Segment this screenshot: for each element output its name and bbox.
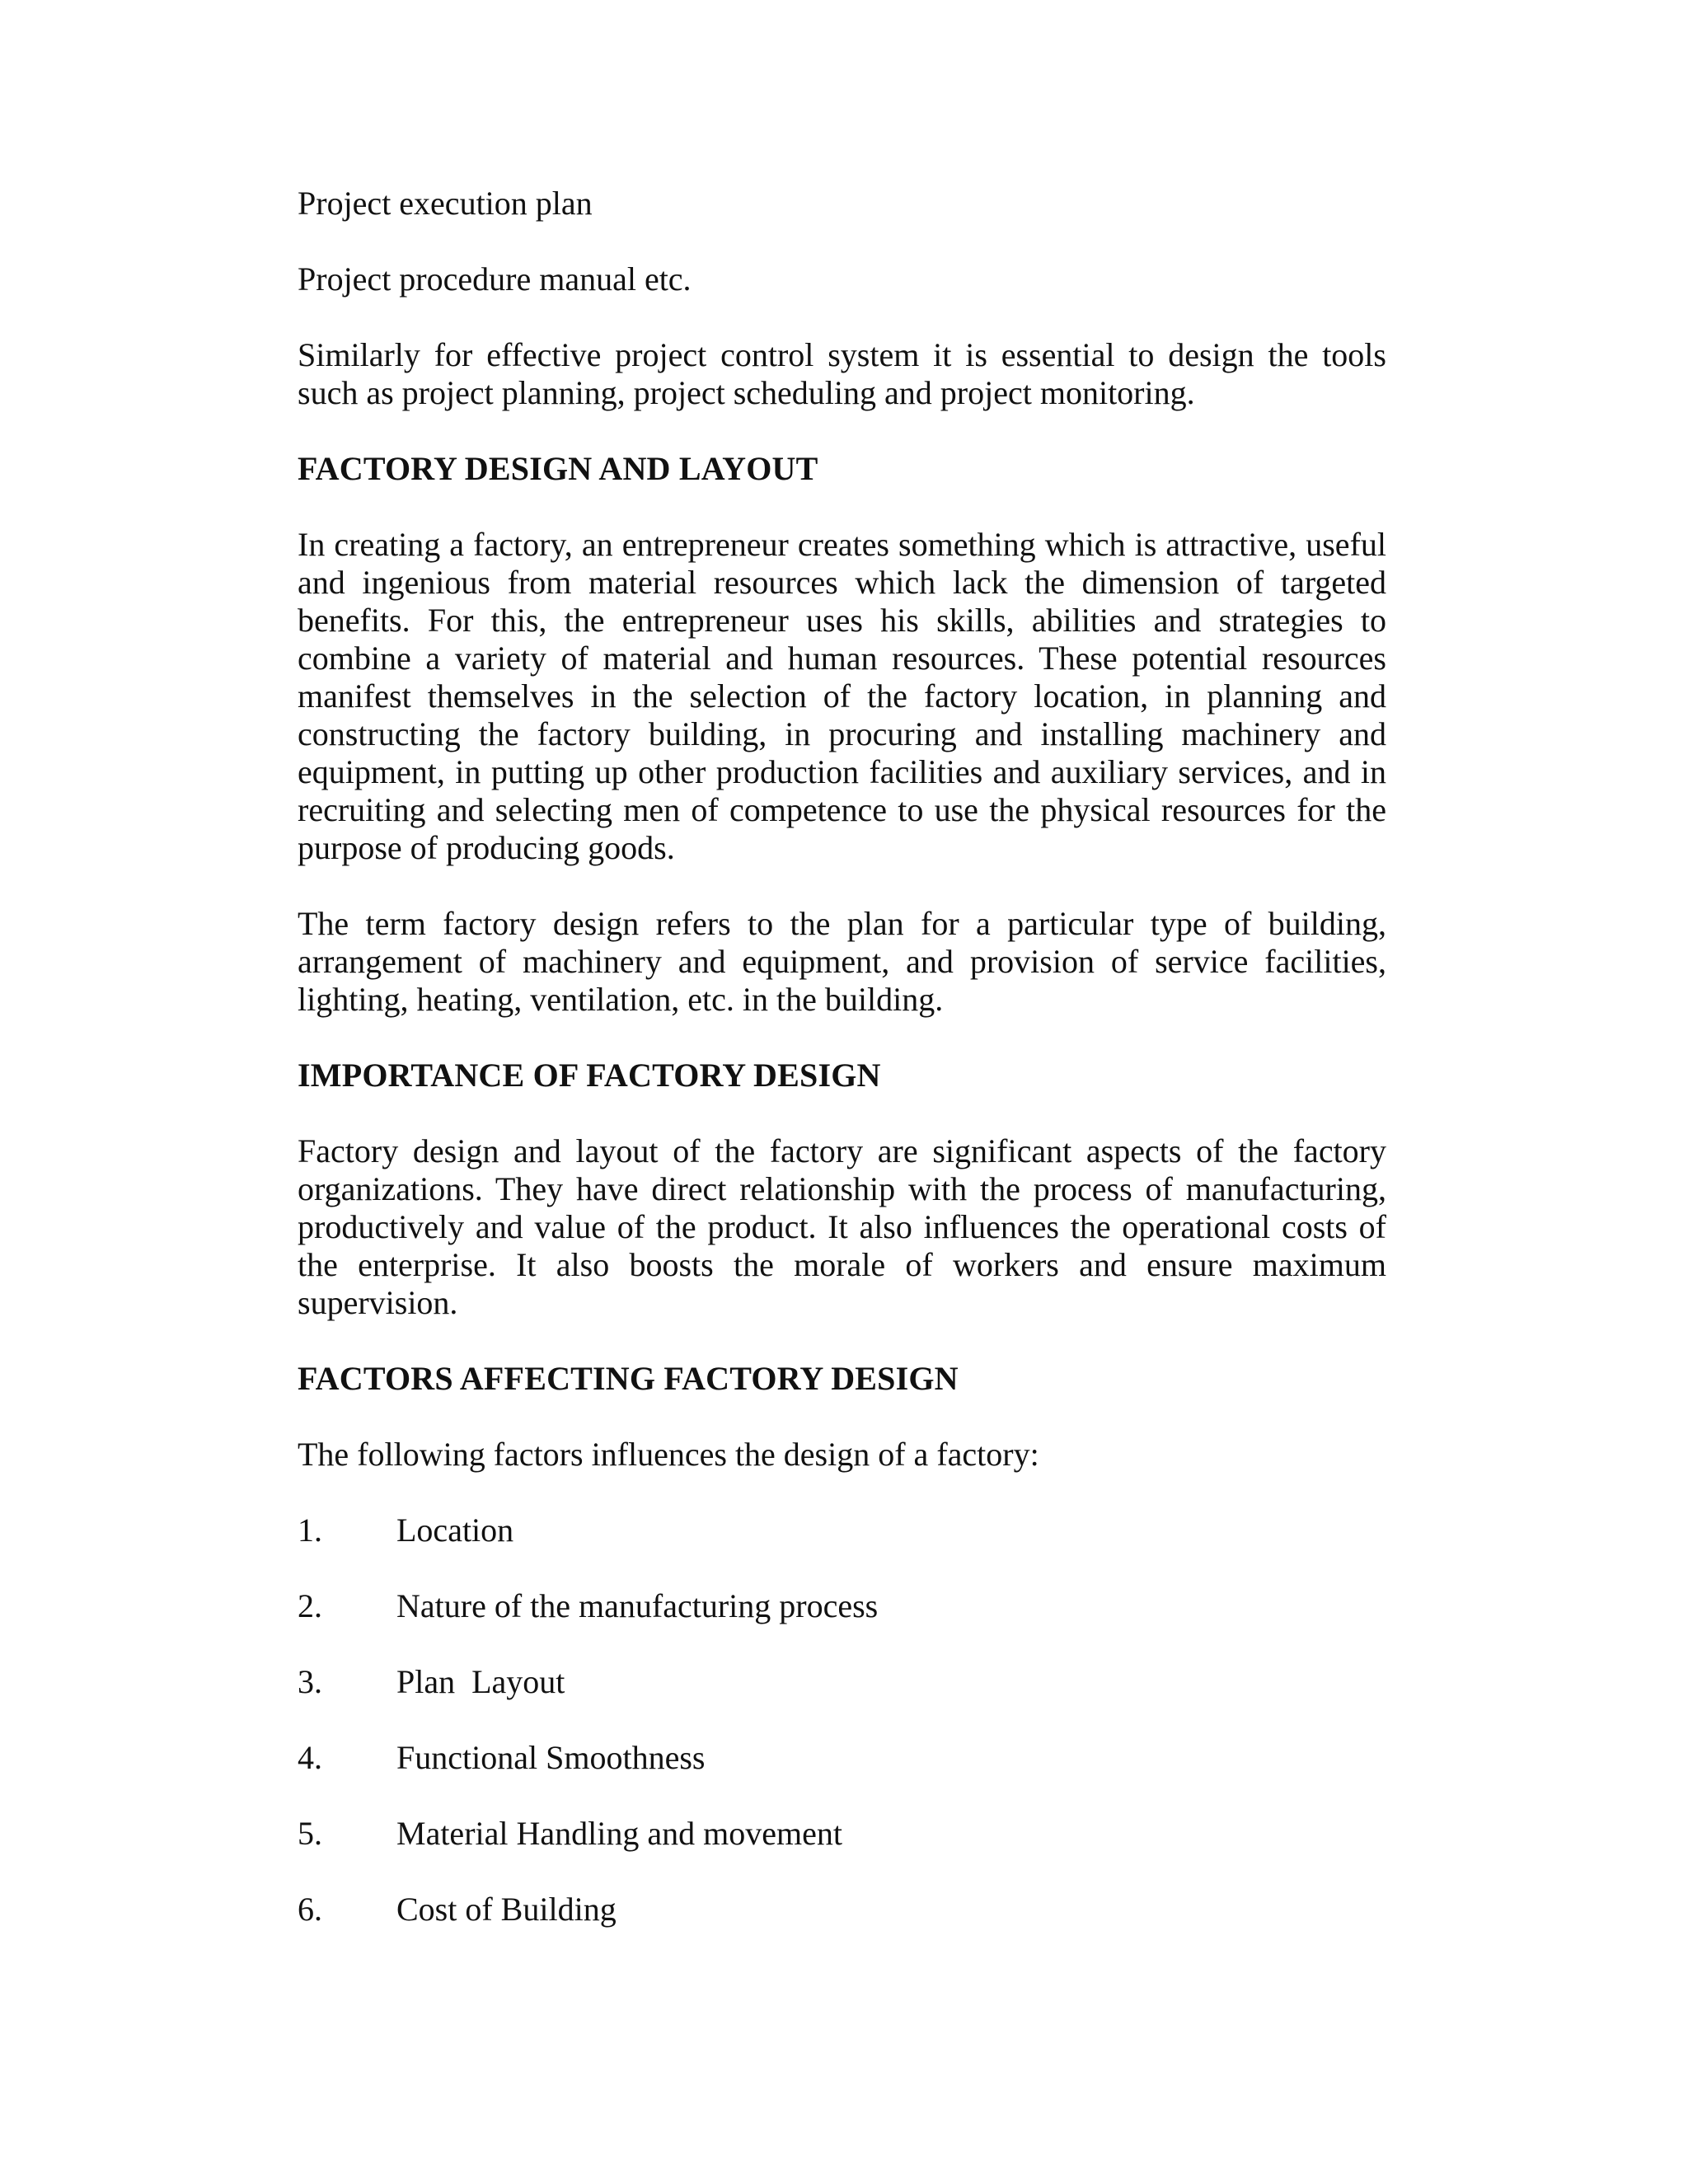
list-item-number: 1. <box>298 1511 322 1549</box>
list-item-text: Location <box>396 1511 514 1549</box>
list-item <box>298 1815 1386 1853</box>
list-item <box>298 1663 1386 1701</box>
list-item-text: Cost of Building <box>396 1891 617 1928</box>
list-item-number: 2. <box>298 1587 322 1624</box>
document-body <box>298 185 1386 1966</box>
top-line-project-execution-plan: Project execution plan <box>298 185 593 222</box>
list-item-text: Functional Smoothness <box>396 1739 706 1776</box>
list-item-text: Material Handling and movement <box>396 1815 842 1852</box>
heading-factors-affecting-factory-design: FACTORS AFFECTING FACTORY DESIGN <box>298 1360 959 1397</box>
list-item <box>298 1891 1386 1929</box>
list-item <box>298 1511 1386 1549</box>
paragraph-factory-design-definition: The term factory design refers to the plan for a particular type of building, arrangement of machinery and equipment, and provision of service facilities, lighting, heating, ventilation, etc. in the building. <box>298 905 1386 1018</box>
top-line-project-procedure-manual: Project procedure manual etc. <box>298 260 692 298</box>
factors-intro: The following factors influences the design of a factory: <box>298 1436 1039 1473</box>
list-item-number: 3. <box>298 1663 322 1700</box>
list-item <box>298 1587 1386 1625</box>
list-item-text: Plan Layout <box>396 1663 565 1700</box>
factors-list <box>298 1511 1386 1929</box>
heading-factory-design-and-layout: FACTORY DESIGN AND LAYOUT <box>298 450 818 487</box>
list-item-number: 4. <box>298 1739 322 1776</box>
list-item-number: 6. <box>298 1891 322 1928</box>
intro-paragraph: Similarly for effective project control system it is essential to design the tools such as project planning, project scheduling and project monitoring. <box>298 336 1386 411</box>
paragraph-importance: Factory design and layout of the factory are significant aspects of the factory organizations. They have direct relationship with the process of manufacturing, productively and value of the product. It also influences the operational costs of the enterprise. It also boosts the morale of workers and ensure maximum supervision. <box>298 1132 1386 1321</box>
paragraph-creating-factory: In creating a factory, an entrepreneur creates something which is attractive, useful and ingenious from material resources which lack the dimension of targeted benefits. For this, the entrepreneur uses his skills, abilities and strategies to combine a variety of material and human resources. These potential resources manifest themselves in the selection of the factory location, in planning and constructing the factory building, in procuring and installing machinery and equipment, in putting up other production facilities and auxiliary services, and in recruiting and selecting men of competence to use the physical resources for the purpose of producing goods. <box>298 526 1386 866</box>
heading-importance-of-factory-design: IMPORTANCE OF FACTORY DESIGN <box>298 1057 881 1094</box>
list-item-number: 5. <box>298 1815 322 1852</box>
list-item <box>298 1739 1386 1777</box>
list-item-text: Nature of the manufacturing process <box>396 1587 879 1624</box>
